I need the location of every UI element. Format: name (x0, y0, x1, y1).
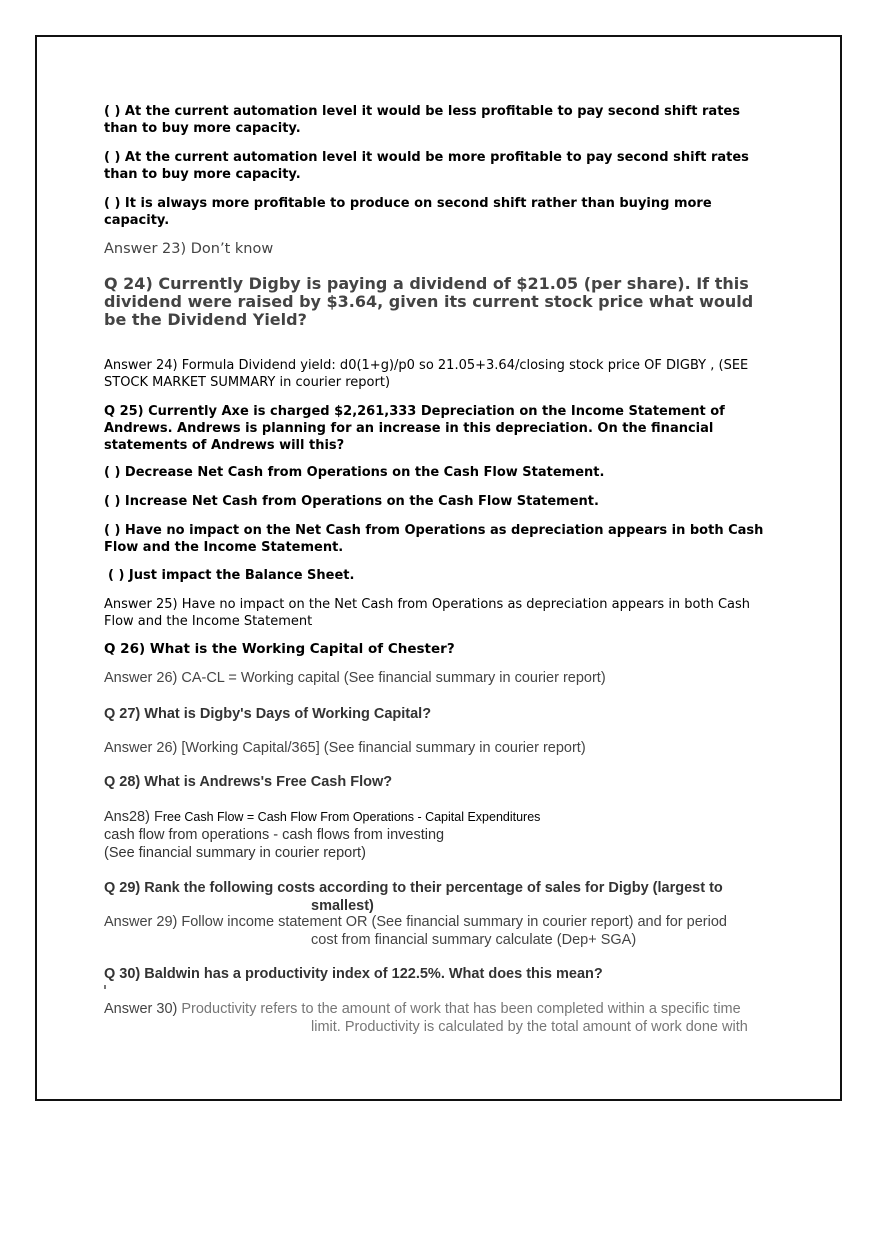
q25-option-increase[interactable]: ( ) Increase Net Cash from Operations on the Cash Flow Statement. (104, 494, 599, 509)
q28-answer (104, 808, 776, 862)
q23-option-always-second-shift[interactable]: ( ) It is always more profitable to produce on second shift rather than buying more capacity. (104, 196, 712, 228)
stray-mark (104, 985, 106, 989)
q29-question-line1: Q 29) Rank the following costs according to their percentage of sales for Digby (largest to (104, 880, 723, 896)
q26-answer: Answer 26) CA-CL = Working capital (See financial summary in courier report) (104, 670, 606, 686)
q30-answer-line1: Productivity refers to the amount of work that has been completed within a specific time (177, 1001, 741, 1017)
q26-question: Q 26) What is the Working Capital of Chester? (104, 641, 455, 657)
q24-answer: Answer 24) Formula Dividend yield: d0(1+g)/p0 so 21.05+3.64/closing stock price OF DIGBY , (SEE STOCK MARKET SUMMARY in courier report) (104, 358, 749, 390)
q28-answer-formula: ree Cash Flow = Cash Flow From Operations - Capital Expenditures (162, 810, 541, 824)
q23-answer: Answer 23) Don’t know (104, 241, 274, 257)
q27-answer: Answer 26) [Working Capital/365] (See financial summary in courier report) (104, 740, 586, 756)
q30-answer (104, 1000, 776, 1036)
q29-question (104, 879, 776, 915)
q25-answer: Answer 25) Have no impact on the Net Cash from Operations as depreciation appears in both Cash Flow and the Income Statement (104, 597, 751, 629)
q29-question-line2: smallest) (311, 898, 374, 914)
q30-answer-line2: limit. Productivity is calculated by the total amount of work done with (311, 1019, 748, 1035)
q25-option-decrease[interactable]: ( ) Decrease Net Cash from Operations on the Cash Flow Statement. (104, 465, 605, 480)
q29-answer-line2: cost from financial summary calculate (Dep+ SGA) (311, 932, 637, 948)
q28-answer-line3: (See financial summary in courier report) (104, 845, 366, 861)
q25-question: Q 25) Currently Axe is charged $2,261,333 Depreciation on the Income Statement of Andrews. Andrews is planning for an increase in this depreciation. On the financial statements of Andrews will this? (104, 404, 725, 453)
q30-answer-label: Answer 30) (104, 1001, 178, 1017)
q29-answer-line1: Answer 29) Follow income statement OR (See financial summary in courier report) and for period (104, 914, 727, 930)
q28-answer-prefix: Ans28) F (104, 809, 163, 825)
q25-option-balance-sheet[interactable]: ( ) Just impact the Balance Sheet. (108, 568, 355, 583)
q24-question: Q 24) Currently Digby is paying a dividend of $21.05 (per share). If this dividend were raised by $3.64, given its current stock price what would be the Dividend Yield? (104, 274, 754, 329)
q27-question: Q 27) What is Digby's Days of Working Capital? (104, 706, 432, 722)
q23-option-more-profitable[interactable]: ( ) At the current automation level it would be more profitable to pay second shift rates than to buy more capacity. (104, 150, 749, 182)
q23-option-less-profitable[interactable]: ( ) At the current automation level it would be less profitable to pay second shift rates than to buy more capacity. (104, 104, 740, 136)
q25-option-no-impact[interactable]: ( ) Have no impact on the Net Cash from Operations as depreciation appears in both Cash Flow and the Income Statement. (104, 523, 764, 555)
q30-question: Q 30) Baldwin has a productivity index of 122.5%. What does this mean? (104, 966, 603, 982)
q28-question: Q 28) What is Andrews's Free Cash Flow? (104, 774, 393, 790)
q29-answer (104, 913, 776, 949)
q28-answer-line2: cash flow from operations - cash flows from investing (104, 827, 445, 843)
